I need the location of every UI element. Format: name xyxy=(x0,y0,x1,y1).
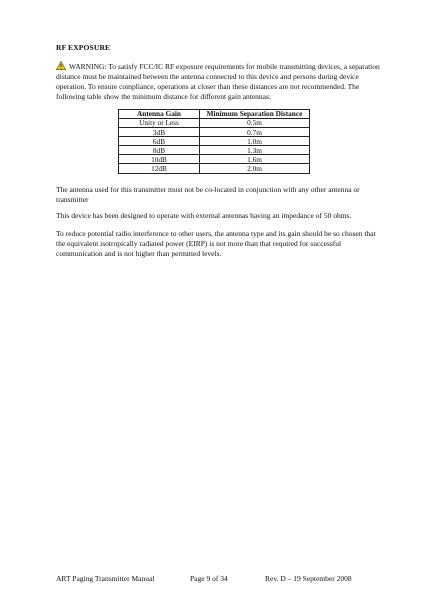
section-heading: RF EXPOSURE xyxy=(56,43,111,52)
gain-cell: 3dB xyxy=(119,128,200,137)
interference-paragraph: To reduce potential radio interference to other users, the antenna type and its gain should be so chosen that the equivalent isotropically radiated power (EIRP) is not more than that required for successful communication and is not higher than permitted levels. xyxy=(56,229,376,258)
impedance-paragraph: This device has been designed to operate with external antennas having an impedance of 50 ohms. xyxy=(56,211,352,220)
warning-text: WARNING: To satisfy FCC/IC RF exposure requirements for mobile transmitting devices, a separation distance must be maintained between the antenna connected to this device and persons during device operation. To ensure compliance, operations at closer than these distances are not recommended. The following table show the minimum distance for different gain antennas: xyxy=(56,62,380,101)
warning-paragraph xyxy=(56,61,380,102)
table-row xyxy=(119,119,310,128)
column-header-separation-distance: Minimum Separation Distance xyxy=(200,110,310,119)
footer-revision: Rev. D – 19 September 2008 xyxy=(265,574,352,583)
table-row xyxy=(119,164,310,173)
gain-cell: 6dB xyxy=(119,137,200,146)
footer-manual-title: ART Paging Transmitter Manual xyxy=(56,574,155,583)
table-header-row xyxy=(119,110,310,119)
distance-cell: 1.0m xyxy=(200,137,310,146)
table-row xyxy=(119,128,310,137)
column-header-antenna-gain: Antenna Gain xyxy=(119,110,200,119)
distance-cell: 2.0m xyxy=(200,164,310,173)
antenna-gain-table xyxy=(118,109,310,174)
distance-cell: 1.3m xyxy=(200,146,310,155)
table-row xyxy=(119,155,310,164)
colocation-paragraph: The antenna used for this transmitter must not be co-located in conjunction with any other antenna or transmitter xyxy=(56,185,360,204)
distance-cell: 1.6m xyxy=(200,155,310,164)
distance-cell: 0.7m xyxy=(200,128,310,137)
gain-cell: 12dB xyxy=(119,164,200,173)
footer-page-number: Page 9 of 34 xyxy=(190,574,228,583)
distance-cell: 0.5m xyxy=(200,119,310,128)
table-row xyxy=(119,146,310,155)
gain-cell: 10dB xyxy=(119,155,200,164)
warning-triangle-icon xyxy=(56,61,66,70)
table-row xyxy=(119,137,310,146)
gain-cell: 8dB xyxy=(119,146,200,155)
gain-cell: Unity or Less xyxy=(119,119,200,128)
